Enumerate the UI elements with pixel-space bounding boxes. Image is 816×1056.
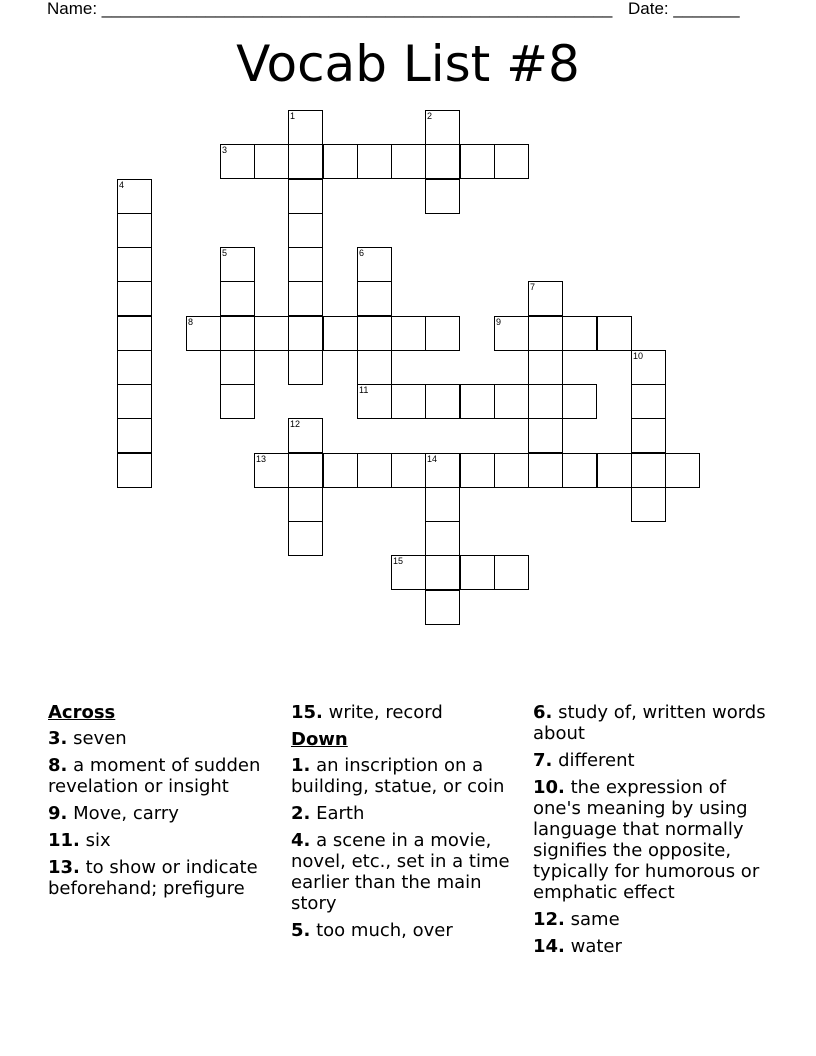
clue-number: 3.	[48, 728, 68, 749]
cell-number: 5	[222, 248, 228, 258]
crossword-cell[interactable]	[460, 144, 495, 179]
crossword-cell[interactable]	[357, 384, 392, 419]
down-heading: Down	[291, 729, 348, 750]
cell-number: 13	[256, 454, 267, 464]
cell-number: 14	[427, 454, 438, 464]
crossword-cell[interactable]	[528, 384, 563, 419]
clue-text: study of, written words about	[533, 702, 766, 744]
clue-across-9	[48, 803, 280, 824]
clue-number: 15.	[291, 702, 323, 723]
clue-text: seven	[73, 728, 127, 749]
crossword-cell[interactable]	[323, 144, 358, 179]
crossword-cell[interactable]	[391, 453, 426, 488]
crossword-cell[interactable]	[288, 350, 323, 385]
crossword-cell[interactable]	[631, 453, 666, 488]
crossword-cell[interactable]	[425, 487, 460, 522]
cell-number: 3	[222, 145, 228, 155]
clue-number: 14.	[533, 936, 565, 957]
cell-number: 8	[188, 317, 194, 327]
crossword-cell[interactable]	[665, 453, 700, 488]
crossword-cell[interactable]	[494, 384, 529, 419]
crossword-cell[interactable]	[117, 281, 152, 316]
crossword-cell[interactable]	[220, 144, 255, 179]
crossword-cell[interactable]	[460, 384, 495, 419]
crossword-cell[interactable]	[357, 350, 392, 385]
clue-across-13	[48, 857, 280, 899]
crossword-cell[interactable]	[288, 487, 323, 522]
crossword-cell[interactable]	[425, 179, 460, 214]
clue-text: to show or indicate beforehand; prefigure	[48, 857, 258, 899]
crossword-cell[interactable]	[288, 247, 323, 282]
crossword-cell[interactable]	[220, 316, 255, 351]
clue-down-10	[533, 777, 773, 903]
clue-down-4	[291, 830, 527, 914]
clue-down-6	[533, 702, 773, 744]
crossword-cell[interactable]	[186, 316, 221, 351]
clue-number: 2.	[291, 803, 311, 824]
crossword-cell[interactable]	[494, 316, 529, 351]
cell-number: 2	[427, 111, 433, 121]
clue-column-1	[48, 702, 280, 905]
crossword-cell[interactable]	[117, 453, 152, 488]
clue-across-3	[48, 728, 280, 749]
crossword-cell[interactable]	[288, 418, 323, 453]
crossword-cell[interactable]	[460, 453, 495, 488]
crossword-cell[interactable]	[357, 247, 392, 282]
clue-text: the expression of one's meaning by using language that normally signifies the opposite, typically for humorous or emphatic effect	[533, 777, 760, 903]
clue-text: an inscription on a building, statue, or coin	[291, 755, 505, 797]
cell-number: 4	[119, 180, 125, 190]
crossword-cell[interactable]	[220, 384, 255, 419]
crossword-cell[interactable]	[562, 453, 597, 488]
crossword-cell[interactable]	[288, 453, 323, 488]
clue-number: 6.	[533, 702, 553, 723]
clue-column-3	[533, 702, 773, 963]
crossword-cell[interactable]	[528, 418, 563, 453]
crossword-cell[interactable]	[597, 453, 632, 488]
clue-number: 11.	[48, 830, 80, 851]
clue-text: write, record	[328, 702, 443, 723]
crossword-cell[interactable]	[117, 418, 152, 453]
crossword-cell[interactable]	[220, 247, 255, 282]
clue-number: 8.	[48, 755, 68, 776]
crossword-cell[interactable]	[528, 350, 563, 385]
clue-down-5	[291, 920, 527, 941]
crossword-cell[interactable]	[460, 555, 495, 590]
crossword-cell[interactable]	[562, 316, 597, 351]
crossword-cell[interactable]	[391, 144, 426, 179]
crossword-cell[interactable]	[391, 316, 426, 351]
crossword-cell[interactable]	[288, 521, 323, 556]
clue-down-12	[533, 909, 773, 930]
crossword-cell[interactable]	[425, 144, 460, 179]
crossword-cell[interactable]	[528, 453, 563, 488]
clue-text: six	[85, 830, 111, 851]
crossword-cell[interactable]	[425, 555, 460, 590]
clue-number: 13.	[48, 857, 80, 878]
crossword-cell[interactable]	[597, 316, 632, 351]
crossword-cell[interactable]	[357, 281, 392, 316]
crossword-cell[interactable]	[425, 453, 460, 488]
cell-number: 1	[290, 111, 296, 121]
cell-number: 6	[359, 248, 365, 258]
crossword-cell[interactable]	[425, 316, 460, 351]
crossword-cell[interactable]	[288, 179, 323, 214]
clue-number: 7.	[533, 750, 553, 771]
clue-text: different	[558, 750, 635, 771]
crossword-cell[interactable]	[288, 316, 323, 351]
crossword-cell[interactable]	[323, 453, 358, 488]
crossword-cell[interactable]	[220, 350, 255, 385]
crossword-cell[interactable]	[117, 247, 152, 282]
page-title: Vocab List #8	[236, 35, 580, 93]
crossword-cell[interactable]	[288, 110, 323, 145]
clue-number: 12.	[533, 909, 565, 930]
crossword-cell[interactable]	[631, 350, 666, 385]
crossword-cell[interactable]	[357, 316, 392, 351]
crossword-cell[interactable]	[391, 384, 426, 419]
crossword-cell[interactable]	[631, 487, 666, 522]
date-field: Date: _______	[628, 0, 740, 18]
crossword-cell[interactable]	[357, 144, 392, 179]
across-heading: Across	[48, 702, 116, 723]
crossword-cell[interactable]	[494, 453, 529, 488]
crossword-cell[interactable]	[425, 590, 460, 625]
clue-text: Move, carry	[73, 803, 179, 824]
cell-number: 15	[393, 556, 404, 566]
crossword-cell[interactable]	[117, 384, 152, 419]
crossword-cell[interactable]	[357, 453, 392, 488]
clue-number: 1.	[291, 755, 311, 776]
crossword-cell[interactable]	[631, 384, 666, 419]
crossword-cell[interactable]	[425, 521, 460, 556]
crossword-cell[interactable]	[117, 179, 152, 214]
clue-text: water	[570, 936, 622, 957]
crossword-cell[interactable]	[117, 316, 152, 351]
crossword-cell[interactable]	[288, 213, 323, 248]
cell-number: 12	[290, 419, 301, 429]
crossword-cell[interactable]	[562, 384, 597, 419]
clue-column-2	[291, 702, 527, 947]
cell-number: 10	[633, 351, 644, 361]
cell-number: 11	[359, 385, 369, 395]
clue-text: too much, over	[316, 920, 453, 941]
crossword-cell[interactable]	[425, 110, 460, 145]
crossword-cell[interactable]	[288, 144, 323, 179]
crossword-cell[interactable]	[425, 384, 460, 419]
clue-down-7	[533, 750, 773, 771]
clue-across-8	[48, 755, 280, 797]
clue-down-2	[291, 803, 527, 824]
crossword-cell[interactable]	[254, 453, 289, 488]
clue-down-1	[291, 755, 527, 797]
crossword-cell[interactable]	[288, 281, 323, 316]
clue-text: a scene in a movie, novel, etc., set in a time earlier than the main story	[291, 830, 510, 914]
clue-across-11	[48, 830, 280, 851]
crossword-cell[interactable]	[220, 281, 255, 316]
crossword-cell[interactable]	[528, 316, 563, 351]
clue-number: 5.	[291, 920, 311, 941]
clue-text: a moment of sudden revelation or insight	[48, 755, 261, 797]
clue-text: Earth	[316, 803, 365, 824]
crossword-cell[interactable]	[254, 144, 289, 179]
cell-number: 9	[496, 317, 502, 327]
crossword-cell[interactable]	[494, 144, 529, 179]
clue-number: 4.	[291, 830, 311, 851]
cell-number: 7	[530, 282, 536, 292]
clue-number: 10.	[533, 777, 565, 798]
clue-across-15	[291, 702, 527, 723]
crossword-cell[interactable]	[117, 213, 152, 248]
clue-down-14	[533, 936, 773, 957]
crossword-cell[interactable]	[528, 281, 563, 316]
crossword-cell[interactable]	[323, 316, 358, 351]
crossword-cell[interactable]	[391, 555, 426, 590]
crossword-cell[interactable]	[254, 316, 289, 351]
crossword-cell[interactable]	[117, 350, 152, 385]
clue-number: 9.	[48, 803, 68, 824]
crossword-cell[interactable]	[494, 555, 529, 590]
crossword-cell[interactable]	[631, 418, 666, 453]
name-field: Name: ______________________________________________________	[47, 0, 613, 18]
clue-text: same	[570, 909, 620, 930]
